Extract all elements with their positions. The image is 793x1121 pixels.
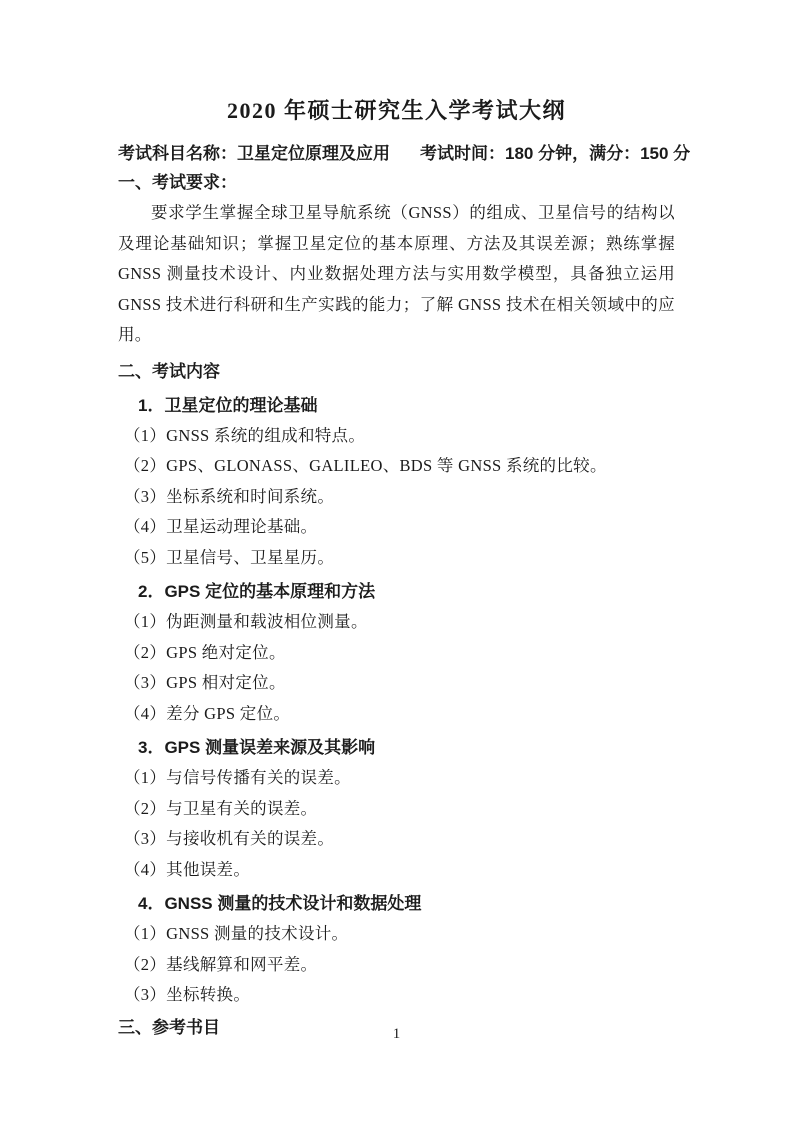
topic-item: （3）坐标系统和时间系统。 (124, 486, 335, 506)
topic-item: （1）GNSS 测量的技术设计。 (124, 924, 349, 943)
page-number: 1 (392, 1026, 401, 1042)
topic-item: （1）伪距测量和载波相位测量。 (124, 612, 368, 631)
topic-item: （4）其他误差。 (124, 859, 251, 879)
section-requirements-heading: 一、考试要求： (118, 173, 237, 192)
topic-item: （3）GPS 相对定位。 (124, 673, 286, 692)
exam-subject: 考试科目名称：卫星定位原理及应用 (118, 144, 390, 163)
topic-item: （2）GPS、GLONASS、GALILEO、BDS 等 GNSS 系统的比较。 (124, 456, 607, 475)
topic-item: （4）差分 GPS 定位。 (124, 703, 291, 723)
topic-item: （1）GNSS 系统的组成和特点。 (124, 425, 366, 445)
topic-item: （5）卫星信号、卫星星历。 (124, 547, 335, 567)
topic-item: （2）与卫星有关的误差。 (124, 798, 318, 818)
topic-item: （3）坐标转换。 (124, 985, 251, 1004)
exam-meta-line (118, 142, 691, 166)
topic-heading: 3．GPS 测量误差来源及其影响 (138, 738, 376, 757)
section-references-heading: 三、参考书目 (118, 1017, 220, 1037)
topic-item: （1）与信号传播有关的误差。 (124, 768, 351, 787)
topic-heading: 1．卫星定位的理论基础 (138, 395, 318, 415)
topic-item: （3）与接收机有关的误差。 (124, 829, 335, 848)
topic-heading: 4．GNSS 测量的技术设计和数据处理 (138, 894, 422, 913)
topic-heading: 2．GPS 定位的基本原理和方法 (138, 582, 376, 601)
requirements-paragraph: 要求学生掌握全球卫星导航系统（GNSS）的组成、卫星信号的结构以及理论基础知识；掌握卫星定位的基本原理、方法及其误差源；熟练掌握 GNSS 测量技术设计、内业数据处理方法与实用数学模型，具备独立运用 GNSS 技术进行科研和生产实践的能力；了解 GNSS 技术在相关领域中的应用。 (118, 203, 675, 344)
topic-item: （4）卫星运动理论基础。 (124, 517, 318, 536)
document-title: 2020 年硕士研究生入学考试大纲 (226, 98, 566, 123)
content-topics (118, 391, 675, 1011)
topic-item: （2）基线解算和网平差。 (124, 954, 318, 974)
topic-item: （2）GPS 绝对定位。 (124, 642, 286, 662)
exam-time-score: 考试时间：180 分钟，满分：150 分 (420, 144, 691, 163)
section-content-heading: 二、考试内容 (118, 361, 220, 381)
